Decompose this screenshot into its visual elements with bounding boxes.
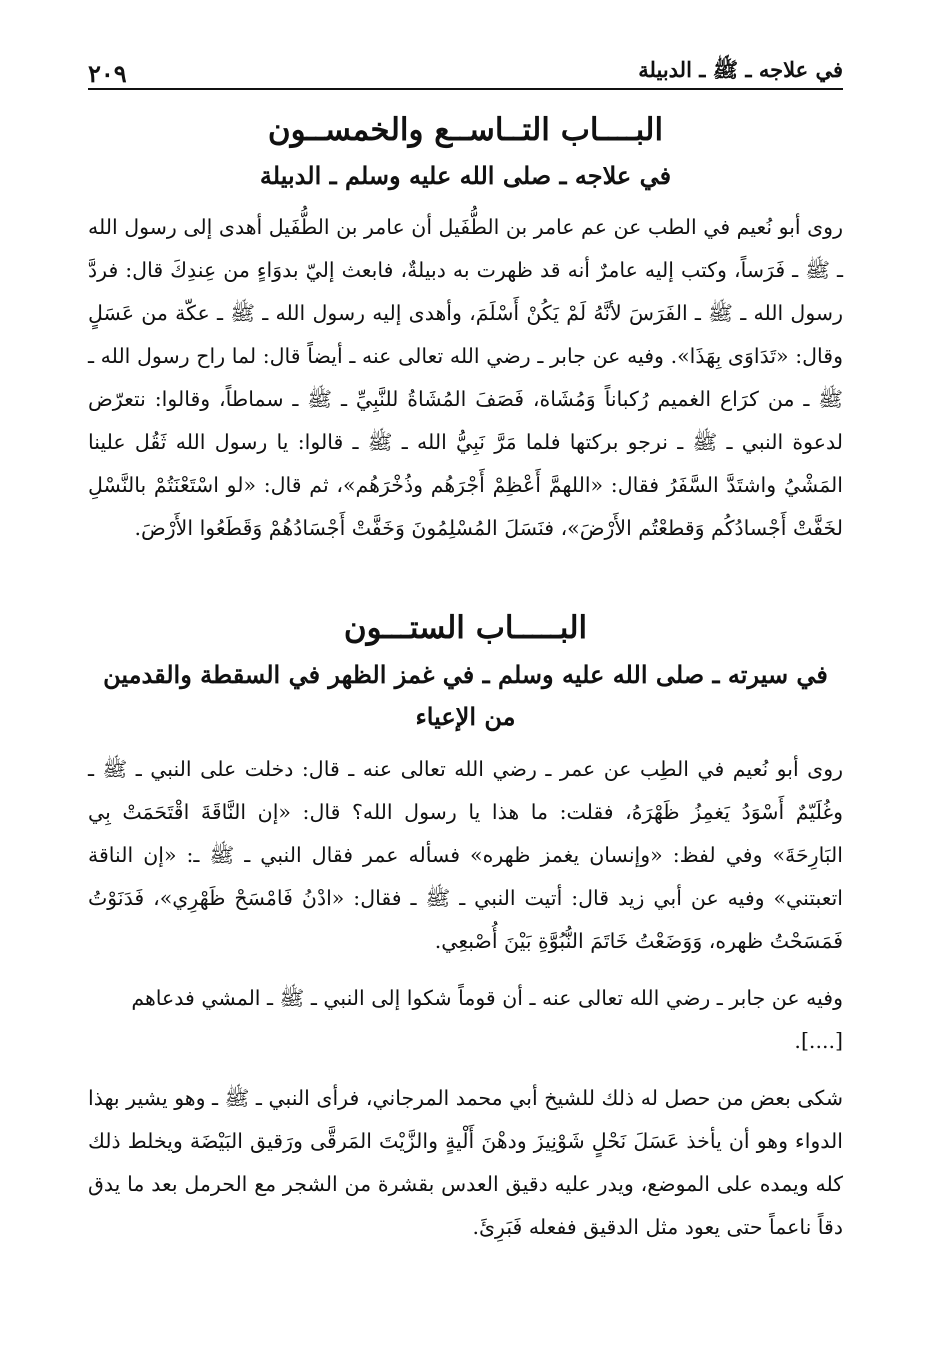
page-number: ٢٠٩ <box>88 59 127 88</box>
chapter-60-paragraph-2: وفيه عن جابر ـ رضي الله تعالى عنه ـ أن قوماً شكوا إلى النبي ـ ﷺ ـ المشي فدعاهم <box>131 986 843 1010</box>
book-page <box>88 40 843 1249</box>
running-header <box>88 40 843 90</box>
section-gap <box>88 550 843 598</box>
chapter-60-paragraph-3: شكى بعض من حصل له ذلك للشيخ أبي محمد المرجاني، فرأى النبي ـ ﷺ ـ وهو يشير بهذا الدواء وهو أن يأخذ عَسَلَ نَحْلٍ شَوْنِيزَ ودهْنَ أَلْيةٍ والزَّيْتَ المَرقَّى ورَقيق البَيْضَة ويخلط ذلك كله ويمده على الموضع، ويدر عليه دقيق العدس بقشرة من الشجر مع الحرمل بعد ما يدق دقاً ناعماً حتى يعود مثل الدقيق ففعله فَبَرِئَ. <box>88 1086 843 1239</box>
chapter-60-paragraph-1: روى أبو نُعيم في الطِب عن عمر ـ رضي الله تعالى عنه ـ قال: دخلت على النبي ـ ﷺ ـ وغُلَيّمٌ أَسْوَدُ يَغمِزُ ظَهْرَهُ، فقلت: ما هذا يا رسول الله؟ قال: «إن النَّاقَةَ اقْتَحَمَتْ بِي البَارِحَةَ» وفي لفظ: «وإنسان يغمز ظهره» فسأله عمر فقال النبي ـ ﷺ ـ: «إن الناقة اتعبتني» وفيه عن أبي زيد قال: أتيت النبي ـ ﷺ ـ فقال: «ادْنُ فَامْسَحْ ظَهْرِي»، فَدَنَوْتُ فَمَسَحْتُ ظهره، وَوَضَعْتُ خَاتَمَ النُّبُوَّةِ بَيْنَ أُصْبعِي. <box>88 757 843 953</box>
paragraph-gap <box>88 963 843 977</box>
chapter-60-subtitle: في سيرته ـ صلى الله عليه وسلم ـ في غمز الظهر في السقطة والقدمين من الإعياء <box>103 660 828 731</box>
chapter-60-title: البـــــاب الستـــون <box>343 610 588 646</box>
chapter-59-title: البــــاب التــاســع والخمســون <box>267 112 664 148</box>
running-title: في علاجه ـ ﷺ ـ الدبيلة <box>638 57 843 82</box>
chapter-59-subtitle: في علاجه ـ صلى الله عليه وسلم ـ الدبيلة <box>259 161 672 190</box>
paragraph-gap <box>88 1063 843 1077</box>
omission-marker: [....]. <box>794 1029 843 1053</box>
chapter-59-paragraph: روى أبو نُعيم في الطب عن عم عامر بن الطُّفَيل أن عامر بن الطُّفَيل أهدى إلى رسول الله ـ ﷺ ـ فَرَساً، وكتب إليه عامرٌ أنه قد ظهرت به دبيلةٌ، فابعث إليّ بدوَاءٍ من عِندِكَ قال: فردَّ رسول الله ـ ﷺ ـ الفَرَسَ لأنَّهُ لَمْ يَكُنْ أَسْلَمَ، وأهدى إليه رسول الله ـ ﷺ ـ عكّة من عَسَلٍ وقال: «تَدَاوَى بِهَذَا». وفيه عن جابر ـ رضي الله تعالى عنه ـ أيضاً قال: لما راح رسول الله ـ ﷺ ـ من كرَاع الغميم رُكباناً وَمُشَاة، فَصَفَ المُشَاةُ للنَّبِيِّ ـ ﷺ ـ سماطاً، وقالوا: نتعرّض لدعوة النبي ـ ﷺ ـ نرجو بركتها فلما مَرَّ نَبِيُّ الله ـ ﷺ ـ قالوا: يا رسول الله ثَقُل علينا المَشْيُ واشتَدَّ السَّفَرُ فقال: «اللهمَّ أَعْظِمْ أَجْرَهُم وذُخْرَهُم»، ثم قال: «لو اسْتَعْنَتُمْ بالنَّسْلِ لخَفَّتْ أَجْسادُكُم وَقطعْتُم الأَرْضَ»، فنَسَلَ المُسْلِمُونَ وَخَفَّتْ أَجْسَادُهُمْ وَقَطَعُوا الأَرْضَ. <box>88 215 843 540</box>
